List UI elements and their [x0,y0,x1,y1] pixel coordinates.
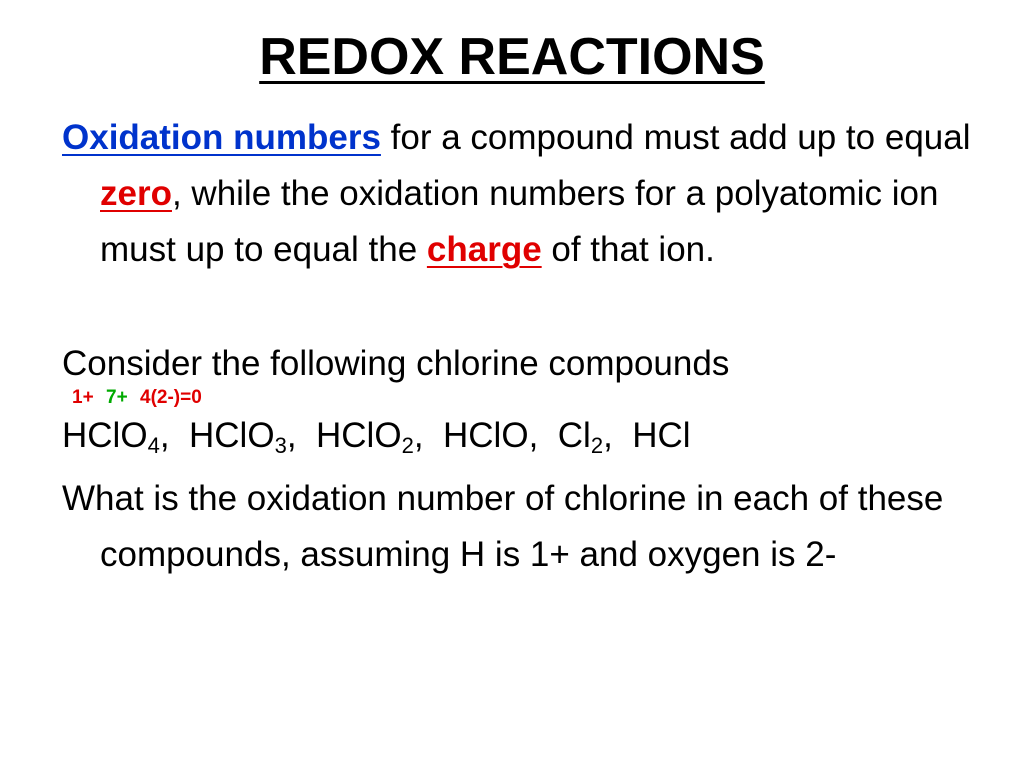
compound-formula [443,416,558,455]
compound-separator: , [413,416,443,455]
compound-base: Cl [557,416,591,455]
compound-separator: , [286,416,316,455]
annotation-hydrogen: 1+ [72,387,94,408]
annotation-oxygen: 4(2-)=0 [140,387,202,408]
compound-list [62,408,1000,464]
keyword-zero: zero [100,174,172,213]
para1-text-c: of that ion. [541,230,715,269]
compound-formula [62,416,189,458]
compound-separator: , [603,416,633,455]
compound-base: HClO [189,416,275,455]
compound-base: HClO [316,416,402,455]
slide-title [0,22,1024,92]
compound-formula [557,416,633,458]
compound-base: HClO [62,416,148,455]
para1-text-a: for a compound must add up to equal [380,118,971,157]
compound-formula [189,416,316,458]
paragraph-oxidation-rule [62,110,1000,278]
compound-separator: , [528,416,558,455]
paragraph-question: What is the oxidation number of chlorine in each of these compounds, assuming H is 1+ and oxygen is 2- [62,479,944,574]
compound-subscript: 3 [274,433,287,458]
keyword-charge: charge [426,230,542,269]
compound-subscript: 2 [590,433,604,458]
compound-separator: , [159,416,189,455]
paragraph-consider-compounds: Consider the following chlorine compounds [62,344,730,383]
title-text: REDOX REACTIONS [259,28,765,86]
compound-base: HClO [443,416,529,455]
compound-base: HCl [632,416,691,455]
annotation-chlorine: 7+ [106,387,128,408]
compound-formula [316,416,443,458]
compound-subscript: 2 [401,433,414,458]
keyword-oxidation-numbers: Oxidation numbers [62,118,381,157]
compound-formula [632,416,690,455]
para1-text-b: , while the oxidation numbers for a polyatomic ion must up to equal the [100,174,939,269]
compound-subscript: 4 [147,433,160,458]
